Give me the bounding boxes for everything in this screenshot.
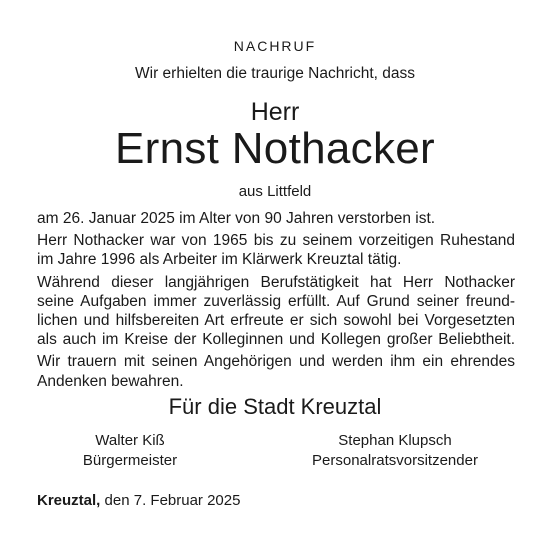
- deceased-name: Ernst Nothacker: [115, 124, 435, 173]
- notice-date: den 7. Februar 2025: [104, 492, 241, 509]
- text-line: seine Aufgaben immer zuverlässig erfüllt. Auf Grund seiner freund-: [37, 292, 515, 310]
- text-line: als auch im Kreise der Kolleginnen und Kollegen großer Beliebtheit.: [37, 331, 515, 349]
- signoff-line: Für die Stadt Kreuztal: [168, 394, 382, 419]
- place-name: Kreuztal,: [37, 492, 101, 509]
- text-line: Herr Nothacker war von 1965 bis zu seinem vorzeitigen Ruhestand: [37, 232, 515, 250]
- notice-heading: NACHRUF: [233, 38, 317, 54]
- paragraph-career: [37, 273, 515, 350]
- text-line: am 26. Januar 2025 im Alter von 90 Jahren verstorben ist.: [37, 210, 436, 227]
- signatory-name: Stephan Klupsch: [338, 432, 452, 449]
- signatory-works-council: [300, 431, 490, 471]
- place-date-line: [37, 492, 240, 509]
- paragraph-employment: [37, 231, 515, 269]
- paragraph-condolence: [37, 352, 515, 390]
- text-line: Andenken bewahren.: [37, 372, 184, 390]
- text-line: Während dieser langjährigen Berufstätigkeit hat Herr Nothacker: [37, 273, 515, 291]
- text-line: Wir trauern mit seinen Angehörigen und werden ihm ein ehrendes: [37, 353, 515, 371]
- text-line: lichen und hilfsbereiten Art erfreute er sich sowohl bei Vorgesetzten: [37, 312, 515, 330]
- intro-line: Wir erhielten die traurige Nachricht, dass: [135, 65, 415, 82]
- notice-body: [37, 209, 515, 394]
- paragraph-death-date: [37, 209, 515, 228]
- signatory-role: Bürgermeister: [82, 452, 178, 469]
- text-line: im Jahre 1996 als Arbeiter im Klärwerk Kreuztal tätig.: [37, 251, 402, 269]
- signatory-role: Personalratsvorsitzender: [312, 452, 478, 469]
- signatory-name: Walter Kiß: [95, 432, 165, 449]
- origin-line: aus Littfeld: [238, 183, 312, 200]
- salutation: Herr: [250, 98, 300, 126]
- signatory-mayor: [55, 431, 205, 471]
